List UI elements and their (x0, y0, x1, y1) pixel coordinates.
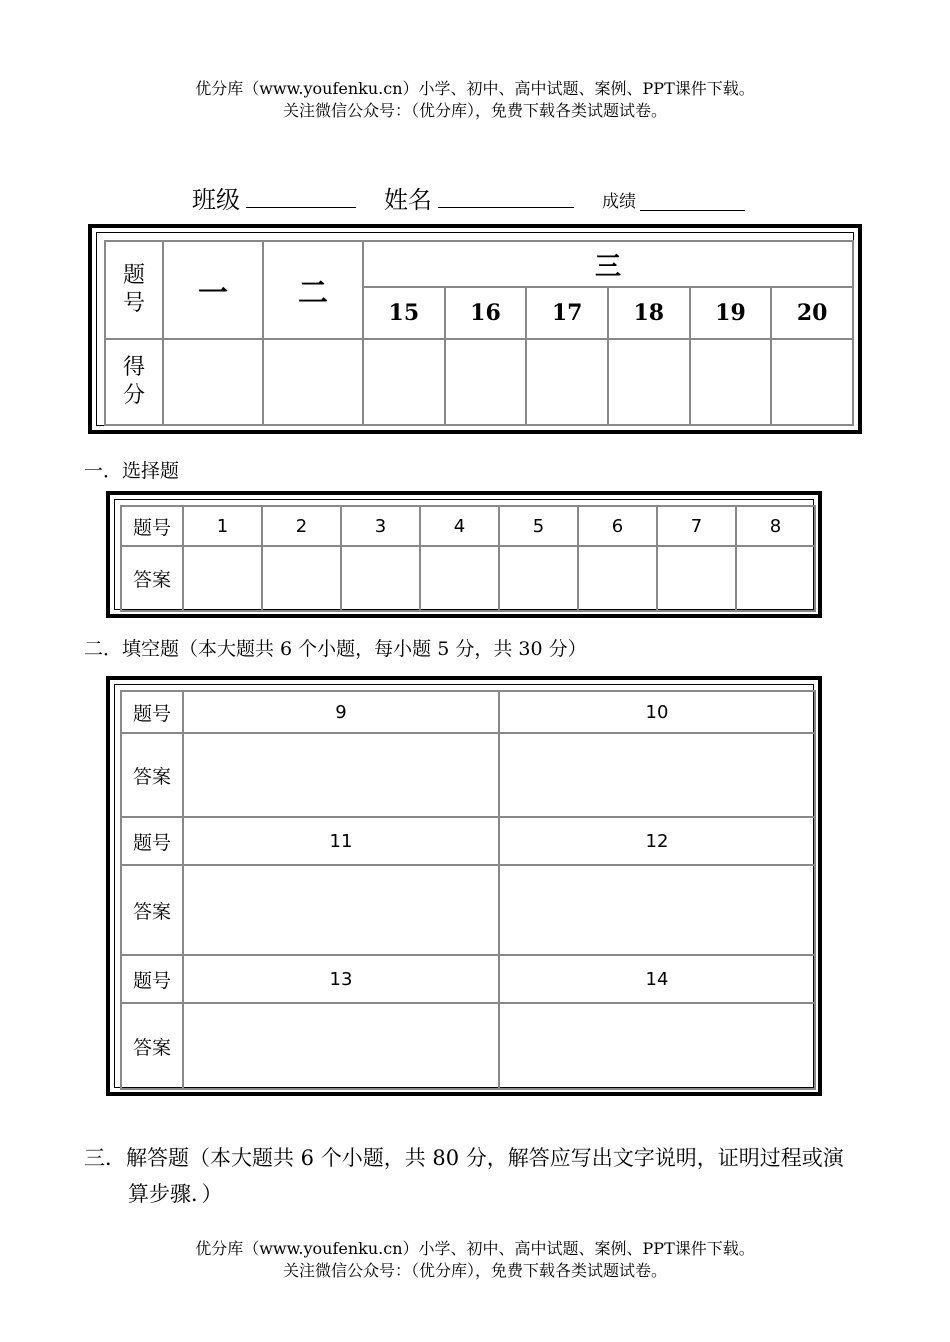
section-3-title: 三．解答题 (84, 1146, 189, 1170)
fill-answer-cell[interactable] (183, 1003, 499, 1089)
name-label: 姓名 (384, 186, 432, 214)
fill-answer-cell[interactable] (499, 865, 815, 955)
choice-number: 1 (183, 506, 262, 546)
score-cell[interactable] (771, 339, 853, 425)
choice-answer-cell[interactable] (657, 546, 736, 611)
score-section-2: 二 (263, 241, 363, 339)
student-info (0, 178, 950, 218)
fill-answer-table (106, 676, 822, 1096)
score-sub-17: 17 (526, 287, 608, 339)
score-cell[interactable] (526, 339, 608, 425)
choice-answer-table (106, 491, 822, 618)
score-sub-20: 20 (771, 287, 853, 339)
choice-answer-cell[interactable] (183, 546, 262, 611)
fill-row-head-answer: 答案 (121, 733, 183, 817)
choice-number: 2 (262, 506, 341, 546)
section-2-heading (84, 634, 587, 661)
header-line-2: 关注微信公众号：（优分库），免费下载各类试题试卷。 (282, 101, 667, 120)
section-3-note: （本大题共 6 个小题，共 80 分，解答应写出文字说明，证明过程或演 (189, 1146, 844, 1170)
fill-row-head-question: 题号 (121, 691, 183, 733)
score-table (88, 224, 862, 434)
choice-number: 7 (657, 506, 736, 546)
section-2-title: 二．填空题 (84, 638, 180, 660)
score-label: 成绩 (602, 192, 636, 212)
score-cell[interactable] (608, 339, 690, 425)
score-row-head-question: 题号 (105, 241, 163, 339)
fill-row-head-question: 题号 (121, 817, 183, 865)
score-row-head-points: 得分 (105, 339, 163, 425)
name-field[interactable] (438, 181, 574, 208)
score-sub-18: 18 (608, 287, 690, 339)
fill-number: 12 (499, 817, 815, 865)
fill-row-head-answer: 答案 (121, 1003, 183, 1089)
fill-number: 14 (499, 955, 815, 1003)
fill-number: 11 (183, 817, 499, 865)
score-section-3: 三 (363, 241, 853, 287)
score-sub-16: 16 (445, 287, 527, 339)
score-cell[interactable] (445, 339, 527, 425)
section-3-line-1 (84, 1140, 884, 1176)
fill-row-head-question: 题号 (121, 955, 183, 1003)
footer-line-1: 优分库（www.youfenku.cn）小学、初中、高中试题、案例、PPT课件下载。 (195, 1239, 755, 1258)
fill-answer-cell[interactable] (499, 1003, 815, 1089)
section-2-note: （本大题共 6 个小题，每小题 5 分，共 30 分） (179, 638, 587, 660)
score-cell[interactable] (690, 339, 772, 425)
score-sub-19: 19 (690, 287, 772, 339)
choice-row-head-answer: 答案 (121, 546, 183, 611)
fill-row-head-answer: 答案 (121, 865, 183, 955)
choice-number: 5 (499, 506, 578, 546)
fill-answer-cell[interactable] (499, 733, 815, 817)
fill-number: 10 (499, 691, 815, 733)
fill-answer-cell[interactable] (183, 865, 499, 955)
score-cell[interactable] (163, 339, 263, 425)
section-3-heading (84, 1140, 884, 1212)
header-line-1: 优分库（www.youfenku.cn）小学、初中、高中试题、案例、PPT课件下载。 (195, 79, 755, 98)
section-3-note-cont: 算步骤．） (128, 1182, 223, 1206)
score-sub-15: 15 (363, 287, 445, 339)
score-section-1: 一 (163, 241, 263, 339)
class-field[interactable] (246, 181, 356, 208)
fill-answer-cell[interactable] (183, 733, 499, 817)
choice-number: 8 (736, 506, 815, 546)
class-label: 班级 (192, 186, 240, 214)
section-1-title: 一．选择题 (84, 460, 180, 482)
choice-row-head-question: 题号 (121, 506, 183, 546)
choice-number: 3 (341, 506, 420, 546)
footer-line-2: 关注微信公众号：（优分库），免费下载各类试题试卷。 (282, 1261, 667, 1280)
choice-answer-cell[interactable] (262, 546, 341, 611)
score-field[interactable] (640, 184, 745, 211)
choice-answer-cell[interactable] (420, 546, 499, 611)
choice-answer-cell[interactable] (736, 546, 815, 611)
choice-answer-cell[interactable] (499, 546, 578, 611)
choice-number: 6 (578, 506, 657, 546)
fill-number: 9 (183, 691, 499, 733)
choice-answer-cell[interactable] (578, 546, 657, 611)
fill-number: 13 (183, 955, 499, 1003)
score-cell[interactable] (363, 339, 445, 425)
choice-answer-cell[interactable] (341, 546, 420, 611)
score-cell[interactable] (263, 339, 363, 425)
choice-number: 4 (420, 506, 499, 546)
